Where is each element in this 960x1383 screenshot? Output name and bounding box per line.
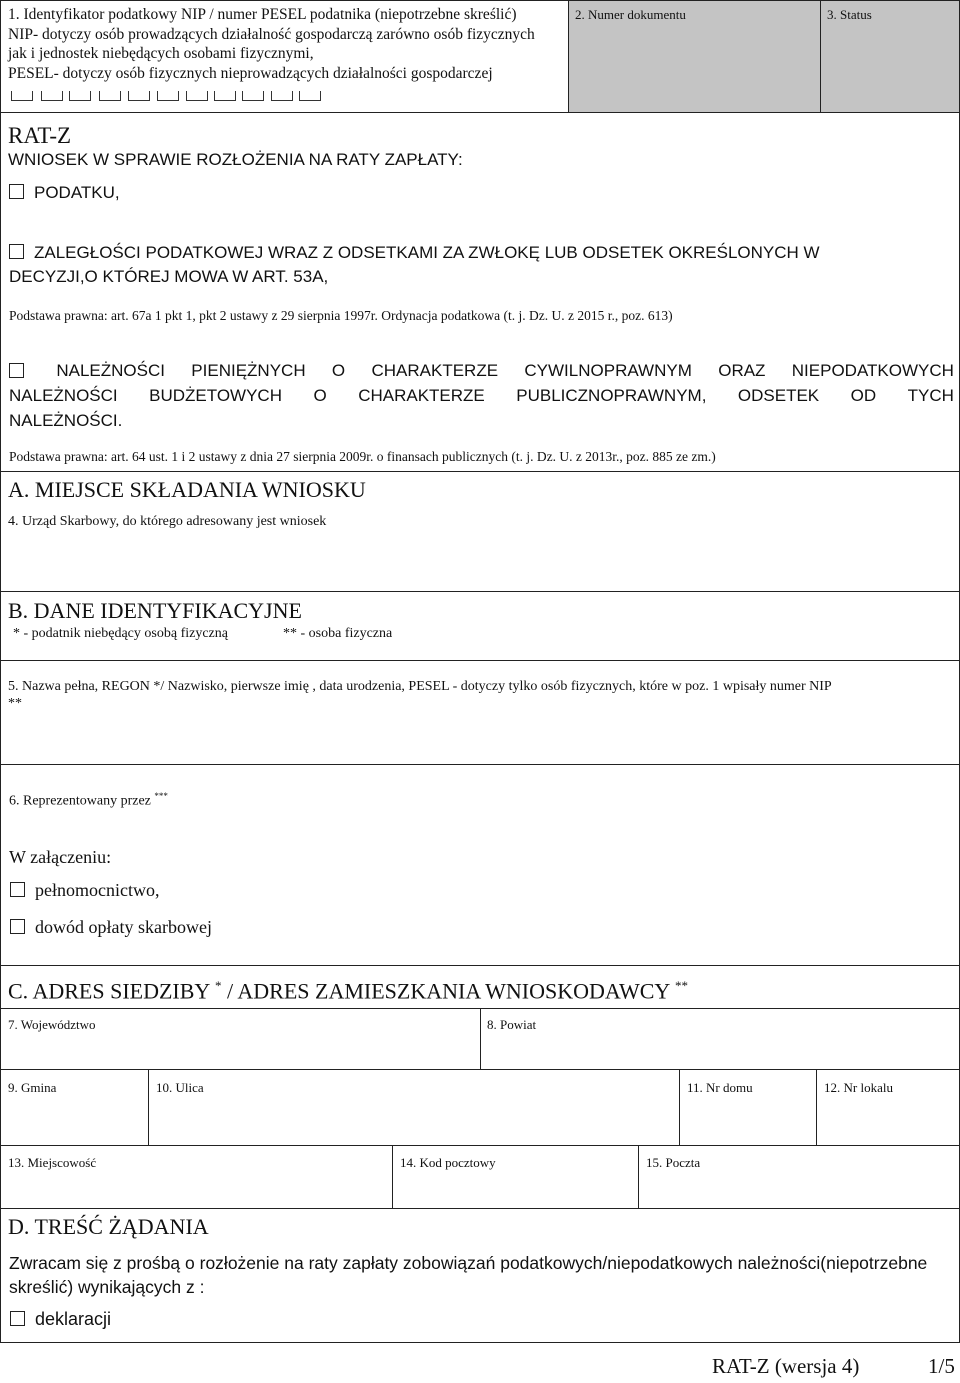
form-code: RAT-Z bbox=[8, 123, 72, 148]
field-2-document-number bbox=[568, 0, 821, 113]
checkbox-naleznosci[interactable] bbox=[9, 363, 24, 378]
field-12-nr-lokalu[interactable] bbox=[816, 1069, 960, 1146]
footer-page-number: 1/5 bbox=[928, 1354, 955, 1378]
option-3-word: NALEŻNOŚCI bbox=[56, 361, 165, 380]
option-3-word: BUDŻETOWYCH bbox=[149, 386, 282, 405]
option-3-word: CHARAKTERZE bbox=[358, 386, 485, 405]
nip-char-box[interactable] bbox=[11, 91, 33, 101]
form-title-block bbox=[0, 112, 960, 472]
option-3-word: ORAZ bbox=[718, 361, 766, 380]
option-3-word: NIEPODATKOWYCH bbox=[791, 361, 954, 380]
legal-basis-1: Podstawa prawna: art. 67a 1 pkt 1, pkt 2 ustawy z 29 sierpnia 1997r. Ordynacja podatkowa (t. j. Dz. U. z 2015 r., poz. 613) bbox=[9, 308, 673, 323]
section-d bbox=[0, 1208, 960, 1343]
field-15-label: 15. Poczta bbox=[646, 1155, 701, 1170]
field-9-label: 9. Gmina bbox=[8, 1080, 57, 1095]
option-3-word: O bbox=[313, 386, 327, 405]
option-deklaracji[interactable]: deklaracji bbox=[10, 1309, 111, 1330]
field-7-label: 7. Województwo bbox=[8, 1017, 96, 1032]
checkbox-oplata[interactable] bbox=[10, 919, 25, 934]
field-9-gmina[interactable] bbox=[0, 1069, 149, 1146]
section-d-title: D. TREŚĆ ŻĄDANIA bbox=[8, 1214, 209, 1239]
nip-char-box[interactable] bbox=[157, 91, 179, 101]
nip-char-box[interactable] bbox=[186, 91, 208, 101]
checkbox-pelnomocnictwo[interactable] bbox=[10, 882, 25, 897]
nip-char-box[interactable] bbox=[214, 91, 236, 101]
field-2-label: 2. Numer dokumentu bbox=[575, 7, 686, 22]
option-3-word: PUBLICZNOPRAWNYM, bbox=[516, 386, 707, 405]
option-3-word: CYWILNOPRAWNYM bbox=[524, 361, 692, 380]
field-1-identifier[interactable] bbox=[0, 0, 569, 113]
nip-char-box[interactable] bbox=[41, 91, 63, 101]
field-5-name[interactable] bbox=[0, 660, 960, 765]
nip-char-box[interactable] bbox=[99, 91, 121, 101]
section-b bbox=[0, 591, 960, 966]
field-12-label: 12. Nr lokalu bbox=[824, 1080, 893, 1095]
section-a-title: A. MIEJSCE SKŁADANIA WNIOSKU bbox=[8, 477, 366, 502]
section-b-title: B. DANE IDENTYFIKACYJNE bbox=[8, 598, 302, 623]
field-8-label: 8. Powiat bbox=[487, 1017, 537, 1032]
checkbox-podatku[interactable] bbox=[9, 184, 24, 199]
option-3-word: CHARAKTERZE bbox=[371, 361, 499, 380]
note-natural-person: ** - osoba fizyczna bbox=[283, 626, 393, 641]
nip-char-box[interactable] bbox=[128, 91, 150, 101]
field-4-label: 4. Urząd Skarbowy, do którego adresowany jest wniosek bbox=[8, 514, 327, 529]
field-6-representative[interactable]: 6. Reprezentowany przez *** bbox=[9, 791, 168, 809]
option-3-word: ODSETEK bbox=[737, 386, 820, 405]
footer-version: RAT-Z (wersja 4) bbox=[712, 1354, 860, 1378]
option-3-word: O bbox=[331, 361, 346, 380]
nip-char-box[interactable] bbox=[299, 91, 321, 101]
field-7-wojewodztwo[interactable] bbox=[0, 1008, 481, 1070]
note-legal-person: * - podatnik niebędący osobą fizyczną bbox=[13, 626, 228, 641]
nip-char-box[interactable] bbox=[69, 91, 91, 101]
option-3-word: PIENIĘŻNYCH bbox=[191, 361, 306, 380]
field-10-ulica[interactable] bbox=[148, 1069, 680, 1146]
option-3-word: OD bbox=[850, 386, 877, 405]
form-subtitle: WNIOSEK W SPRAWIE ROZŁOŻENIA NA RATY ZAPŁATY: bbox=[8, 150, 463, 169]
checkbox-zaleglosci[interactable] bbox=[9, 244, 24, 259]
field-14-kod-pocztowy[interactable] bbox=[392, 1145, 639, 1209]
option-3-word: NALEŻNOŚCI bbox=[9, 386, 118, 405]
attachment-pelnomocnictwo[interactable]: pełnomocnictwo, bbox=[10, 880, 159, 901]
option-naleznosci[interactable]: NALEŻNOŚCI PIENIĘŻNYCH O CHARAKTERZE CYWILNOPRAWNYM ORAZ NIEPODATKOWYCH NALEŻNOŚCI BUDŻETOWYCH O CHARAKTERZE PUBLICZNOPRAWNYM, ODSETEK OD TYCH NALEŻNOŚCI. bbox=[9, 358, 954, 433]
field-1-label: 1. Identyfikator podatkowy NIP / numer PESEL podatnika (niepotrzebne skreślić) NIP- dotyczy osób prowadzących działalność gospodarczą zarówno osób fizycznych jak i jednostek niebędących osobami fizycznymi, PESEL- dotyczy osób fizycznych nieprowadzących działalności gospodarczej bbox=[8, 6, 535, 82]
attachments-label: W załączeniu: bbox=[9, 847, 112, 867]
field-14-label: 14. Kod pocztowy bbox=[400, 1155, 496, 1170]
field-11-label: 11. Nr domu bbox=[687, 1080, 753, 1095]
nip-char-box[interactable] bbox=[271, 91, 293, 101]
legal-basis-2: Podstawa prawna: art. 64 ust. 1 i 2 ustawy z dnia 27 sierpnia 2009r. o finansach publicznych (t. j. Dz. U. z 2013r., poz. 885 ze zm.) bbox=[9, 449, 716, 464]
section-c-title: C. ADRES SIEDZIBY * / ADRES ZAMIESZKANIA WNIOSKODAWCY ** bbox=[8, 978, 688, 1004]
attachment-oplata[interactable]: dowód opłaty skarbowej bbox=[10, 917, 212, 938]
nip-char-box[interactable] bbox=[242, 91, 264, 101]
field-3-label: 3. Status bbox=[827, 7, 872, 22]
field-11-nr-domu[interactable] bbox=[679, 1069, 817, 1146]
field-8-powiat[interactable] bbox=[480, 1008, 960, 1070]
field-10-label: 10. Ulica bbox=[156, 1080, 204, 1095]
field-13-label: 13. Miejscowość bbox=[8, 1155, 97, 1170]
field-15-poczta[interactable] bbox=[638, 1145, 960, 1209]
field-5-label: 5. Nazwa pełna, REGON */ Nazwisko, pierwsze imię , data urodzenia, PESEL - dotyczy tylko osób fizycznych, które w poz. 1 wpisały numer NIP ** bbox=[8, 679, 832, 711]
option-podatku[interactable]: PODATKU, bbox=[9, 183, 120, 203]
section-a bbox=[0, 471, 960, 592]
option-zaleglosci[interactable]: ZALEGŁOŚCI PODATKOWEJ WRAZ Z ODSETKAMI ZA ZWŁOKĘ LUB ODSETEK OKREŚLONYCH W DECYZJI,O KTÓREJ MOWA W ART. 53A, bbox=[9, 243, 820, 286]
field-3-status bbox=[820, 0, 960, 113]
field-4-tax-office[interactable] bbox=[1, 506, 959, 592]
section-d-text: Zwracam się z prośbą o rozłożenie na raty zapłaty zobowiązań podatkowych/niepodatkowych należności(niepotrzebne skreślić) wynikających z : bbox=[9, 1253, 928, 1297]
checkbox-deklaracji[interactable] bbox=[10, 1311, 25, 1326]
field-13-miejscowosc[interactable] bbox=[0, 1145, 393, 1209]
option-3-word: TYCH bbox=[907, 386, 954, 405]
